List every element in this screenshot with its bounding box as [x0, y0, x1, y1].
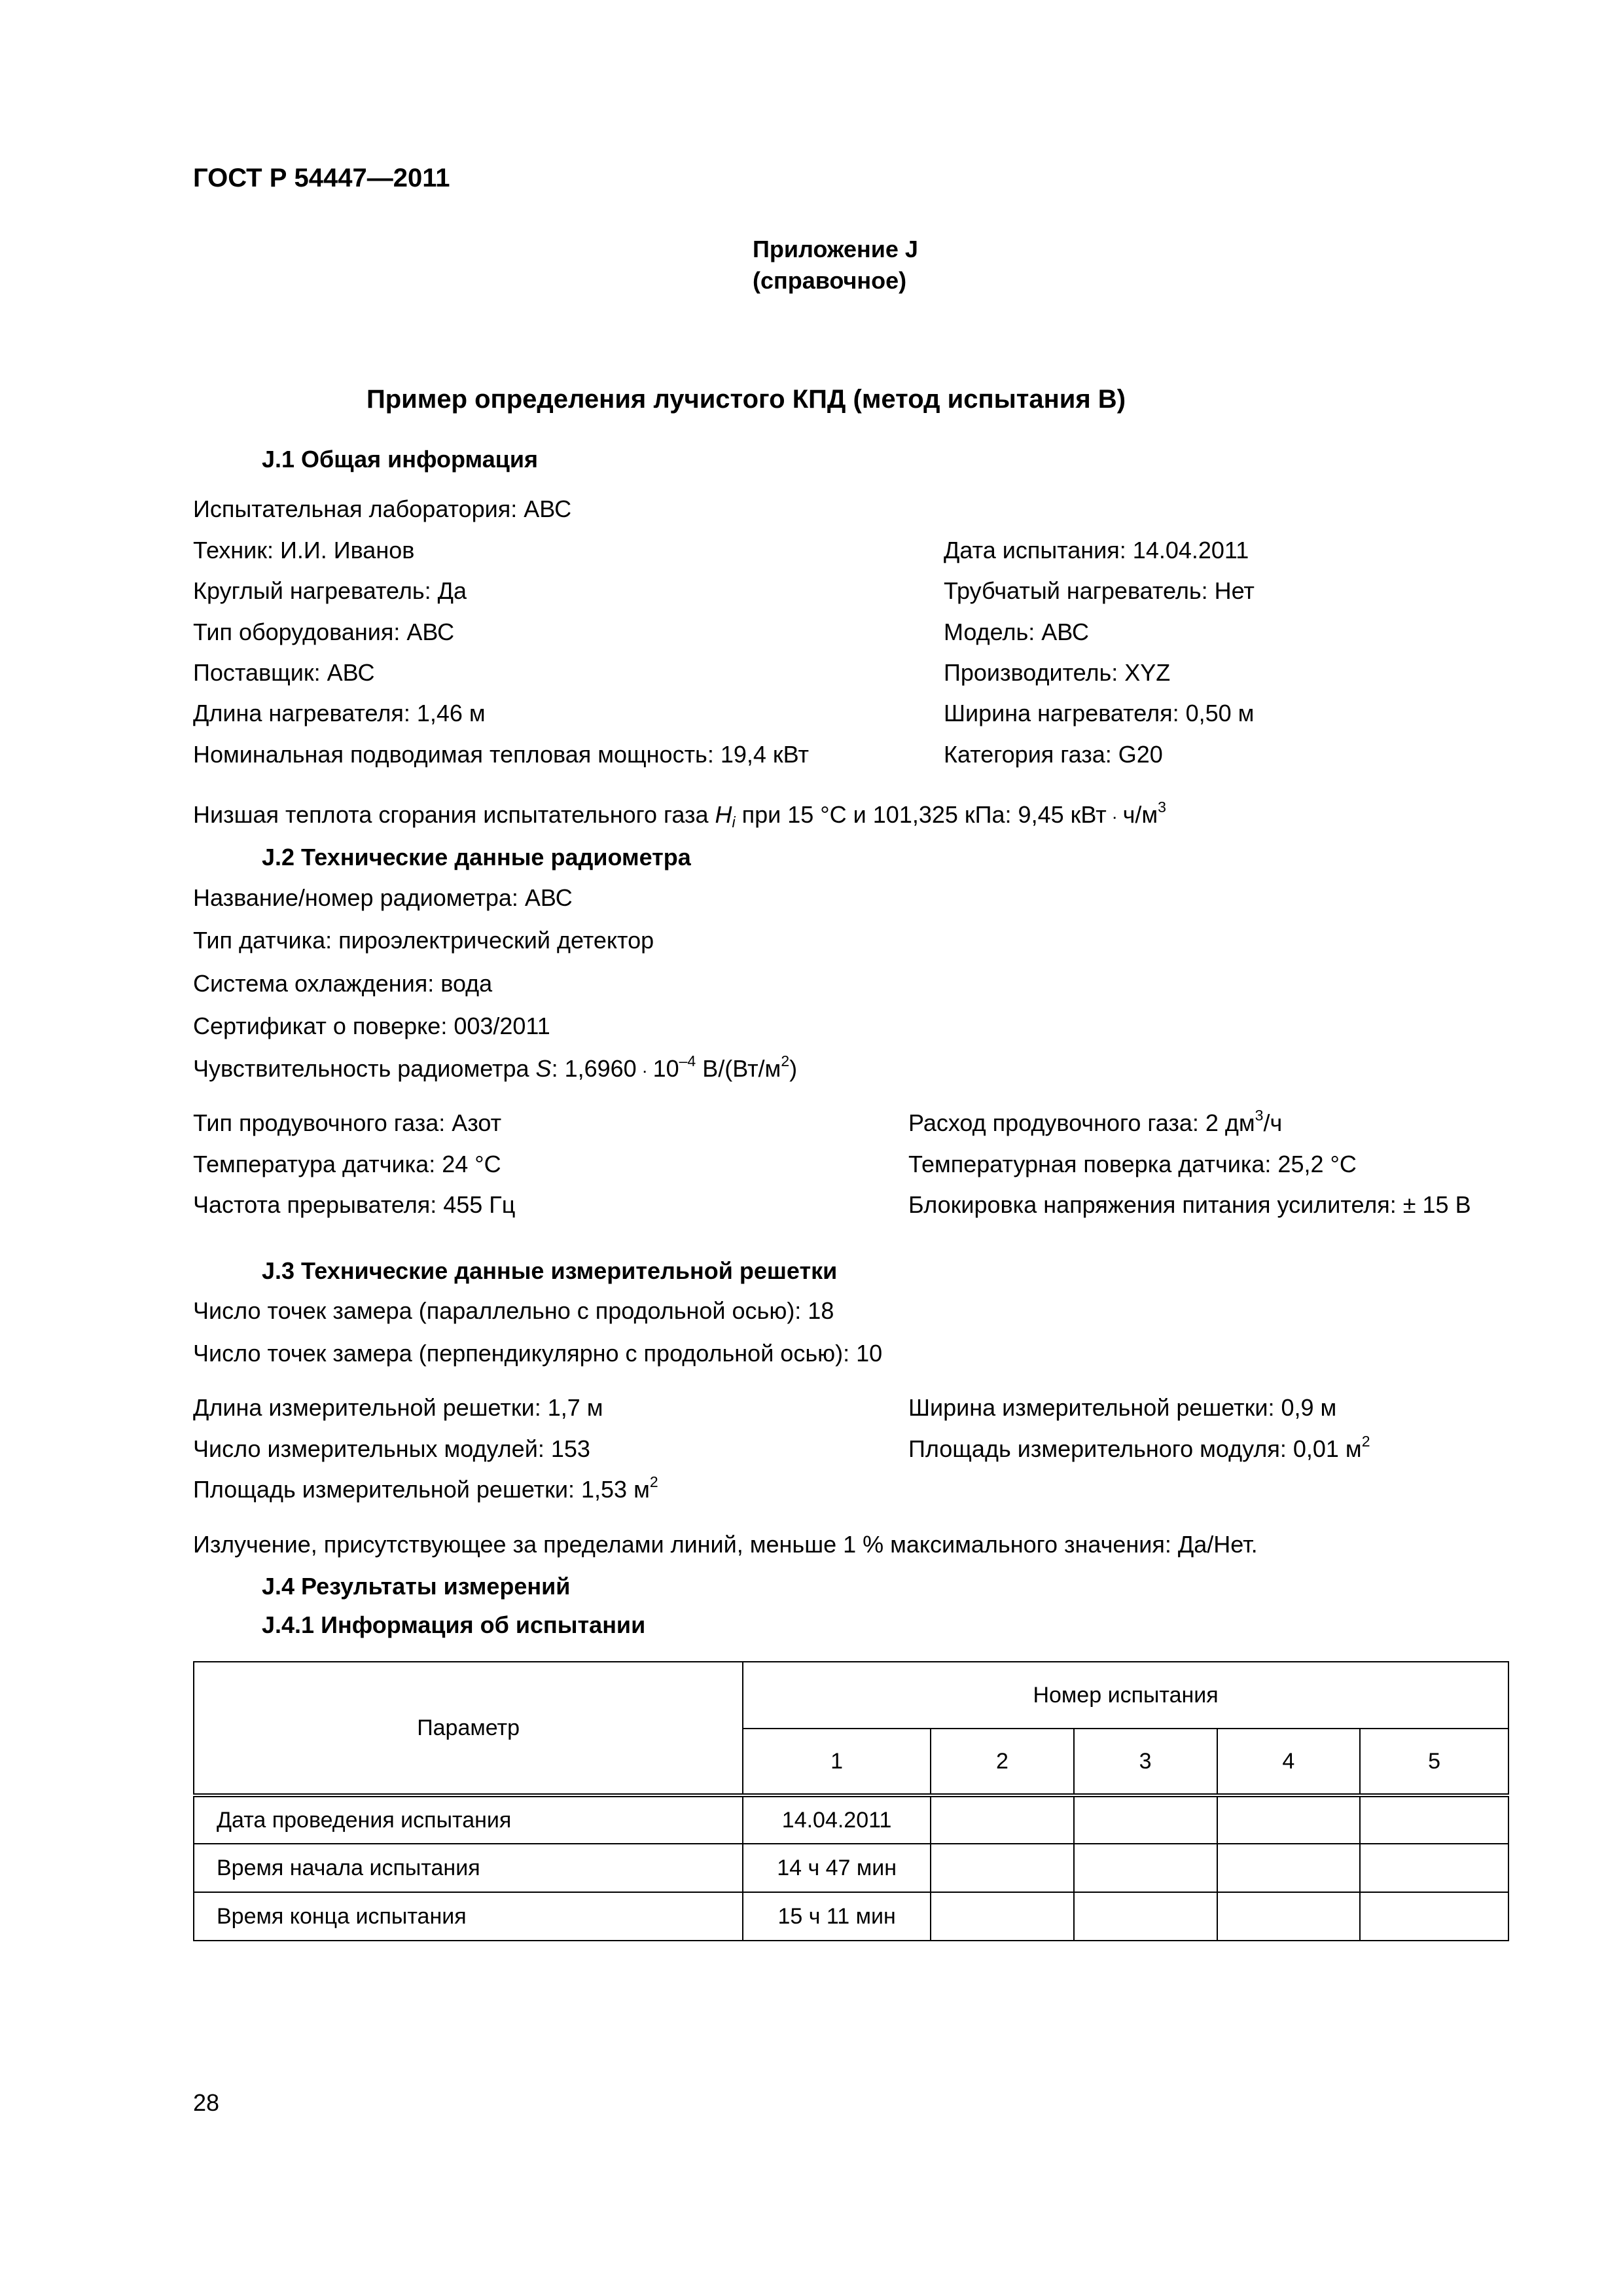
- general-right-3: Модель: АВС: [944, 619, 1090, 645]
- lab-line: Испытательная лаборатория: АВС: [193, 495, 572, 522]
- row-value: [1217, 1892, 1361, 1941]
- param-header: Параметр: [194, 1662, 743, 1795]
- test-number-5: 5: [1360, 1729, 1508, 1795]
- row-param: Время начала испытания: [194, 1844, 743, 1892]
- radiometer-name: Название/номер радиометра: АВС: [193, 884, 573, 911]
- table-row: [194, 1795, 1508, 1844]
- section-j2-heading: J.2 Технические данные радиометра: [262, 844, 691, 870]
- page-number: 28: [193, 2089, 220, 2116]
- row-value: 15 ч 11 мин: [743, 1892, 931, 1941]
- test-number-1: 1: [743, 1729, 931, 1795]
- general-right-6: Категория газа: G20: [944, 741, 1163, 768]
- section-j1-heading: J.1 Общая информация: [262, 446, 538, 473]
- general-left-5: Длина нагревателя: 1,46 м: [193, 700, 486, 726]
- general-right-2: Трубчатый нагреватель: Нет: [944, 577, 1255, 604]
- row-param: Время конца испытания: [194, 1892, 743, 1941]
- test-number-header: Номер испытания: [743, 1662, 1508, 1729]
- row-value: 14 ч 47 мин: [743, 1844, 931, 1892]
- radiometer-sensitivity: Чувствительность радиометра S: $1,6960 \cdot 10^{-4}$ $В/(Вт/м^2)$: [193, 1052, 798, 1082]
- sensor-temperature-check: Температурная поверка датчика: 25,2 °С: [908, 1151, 1357, 1177]
- test-number-3: 3: [1074, 1729, 1217, 1795]
- general-right-1: Дата испытания: 14.04.2011: [944, 537, 1249, 564]
- calibration-certificate: Сертификат о поверке: 003/2011: [193, 1013, 550, 1039]
- purge-gas-type: Тип продувочного газа: Азот: [193, 1109, 502, 1136]
- section-j3-heading: J.3 Технические данные измерительной решетки: [262, 1257, 838, 1284]
- appendix-type: (справочное): [753, 267, 907, 294]
- sensor-type: Тип датчика: пироэлектрический детектор: [193, 927, 654, 954]
- page-title: Пример определения лучистого КПД (метод испытания В): [366, 385, 1126, 414]
- grid-area: Площадь измерительной решетки: 1,53 $м^2$: [193, 1473, 658, 1503]
- grid-width: Ширина измерительной решетки: 0,9 м: [908, 1394, 1337, 1421]
- document-code: ГОСТ Р 54447—2011: [193, 164, 450, 192]
- row-value: [1074, 1892, 1217, 1941]
- row-value: [1217, 1844, 1361, 1892]
- points-parallel: Число точек замера (параллельно с продольной осью): 18: [193, 1297, 834, 1324]
- purge-gas-flow: Расход продувочного газа: 2 $дм^3/ч$: [908, 1106, 1283, 1136]
- general-left-3: Тип оборудования: АВС: [193, 619, 455, 645]
- chopper-frequency: Частота прерывателя: 455 Гц: [193, 1191, 516, 1218]
- row-value: [1074, 1795, 1217, 1844]
- row-value: [931, 1795, 1074, 1844]
- row-value: [1360, 1892, 1508, 1941]
- table-row: [194, 1892, 1508, 1941]
- general-left-4: Поставщик: АВС: [193, 659, 375, 686]
- test-number-2: 2: [931, 1729, 1074, 1795]
- row-value: [1360, 1844, 1508, 1892]
- row-value: [1074, 1844, 1217, 1892]
- section-j4-heading: J.4 Результаты измерений: [262, 1573, 571, 1600]
- appendix-label: Приложение J: [753, 236, 918, 262]
- row-value: 14.04.2011: [743, 1795, 931, 1844]
- row-value: [1217, 1795, 1361, 1844]
- cooling-system: Система охлаждения: вода: [193, 970, 493, 997]
- test-info-table: [193, 1661, 1509, 1941]
- general-right-5: Ширина нагревателя: 0,50 м: [944, 700, 1255, 726]
- general-left-6: Номинальная подводимая тепловая мощность: 19,4 кВт: [193, 741, 809, 768]
- module-count: Число измерительных модулей: 153: [193, 1435, 590, 1462]
- sensor-temperature: Температура датчика: 24 °С: [193, 1151, 501, 1177]
- row-param: Дата проведения испытания: [194, 1795, 743, 1844]
- module-area: Площадь измерительного модуля: 0,01 $м^2$: [908, 1432, 1370, 1462]
- test-number-4: 4: [1217, 1729, 1361, 1795]
- amplifier-voltage-lock: Блокировка напряжения питания усилителя: ± 15 В: [908, 1191, 1471, 1218]
- section-j41-heading: J.4.1 Информация об испытании: [262, 1611, 646, 1638]
- row-value: [931, 1844, 1074, 1892]
- heating-value-line: Низшая теплота сгорания испытательного газа $H_i$ при 15 °С и 101,325 кПа: 9,45 кВт · $ч/м^3$: [193, 798, 1166, 831]
- general-left-2: Круглый нагреватель: Да: [193, 577, 467, 604]
- row-value: [1360, 1795, 1508, 1844]
- radiation-line: Излучение, присутствующее за пределами линий, меньше 1 % максимального значения: Да/Нет.: [193, 1531, 1258, 1558]
- table-row: [194, 1844, 1508, 1892]
- general-right-4: Производитель: XYZ: [944, 659, 1171, 686]
- appendix-title: [753, 234, 918, 296]
- row-value: [931, 1892, 1074, 1941]
- points-perpendicular: Число точек замера (перпендикулярно с продольной осью): 10: [193, 1340, 883, 1367]
- general-left-1: Техник: И.И. Иванов: [193, 537, 415, 564]
- grid-length: Длина измерительной решетки: 1,7 м: [193, 1394, 603, 1421]
